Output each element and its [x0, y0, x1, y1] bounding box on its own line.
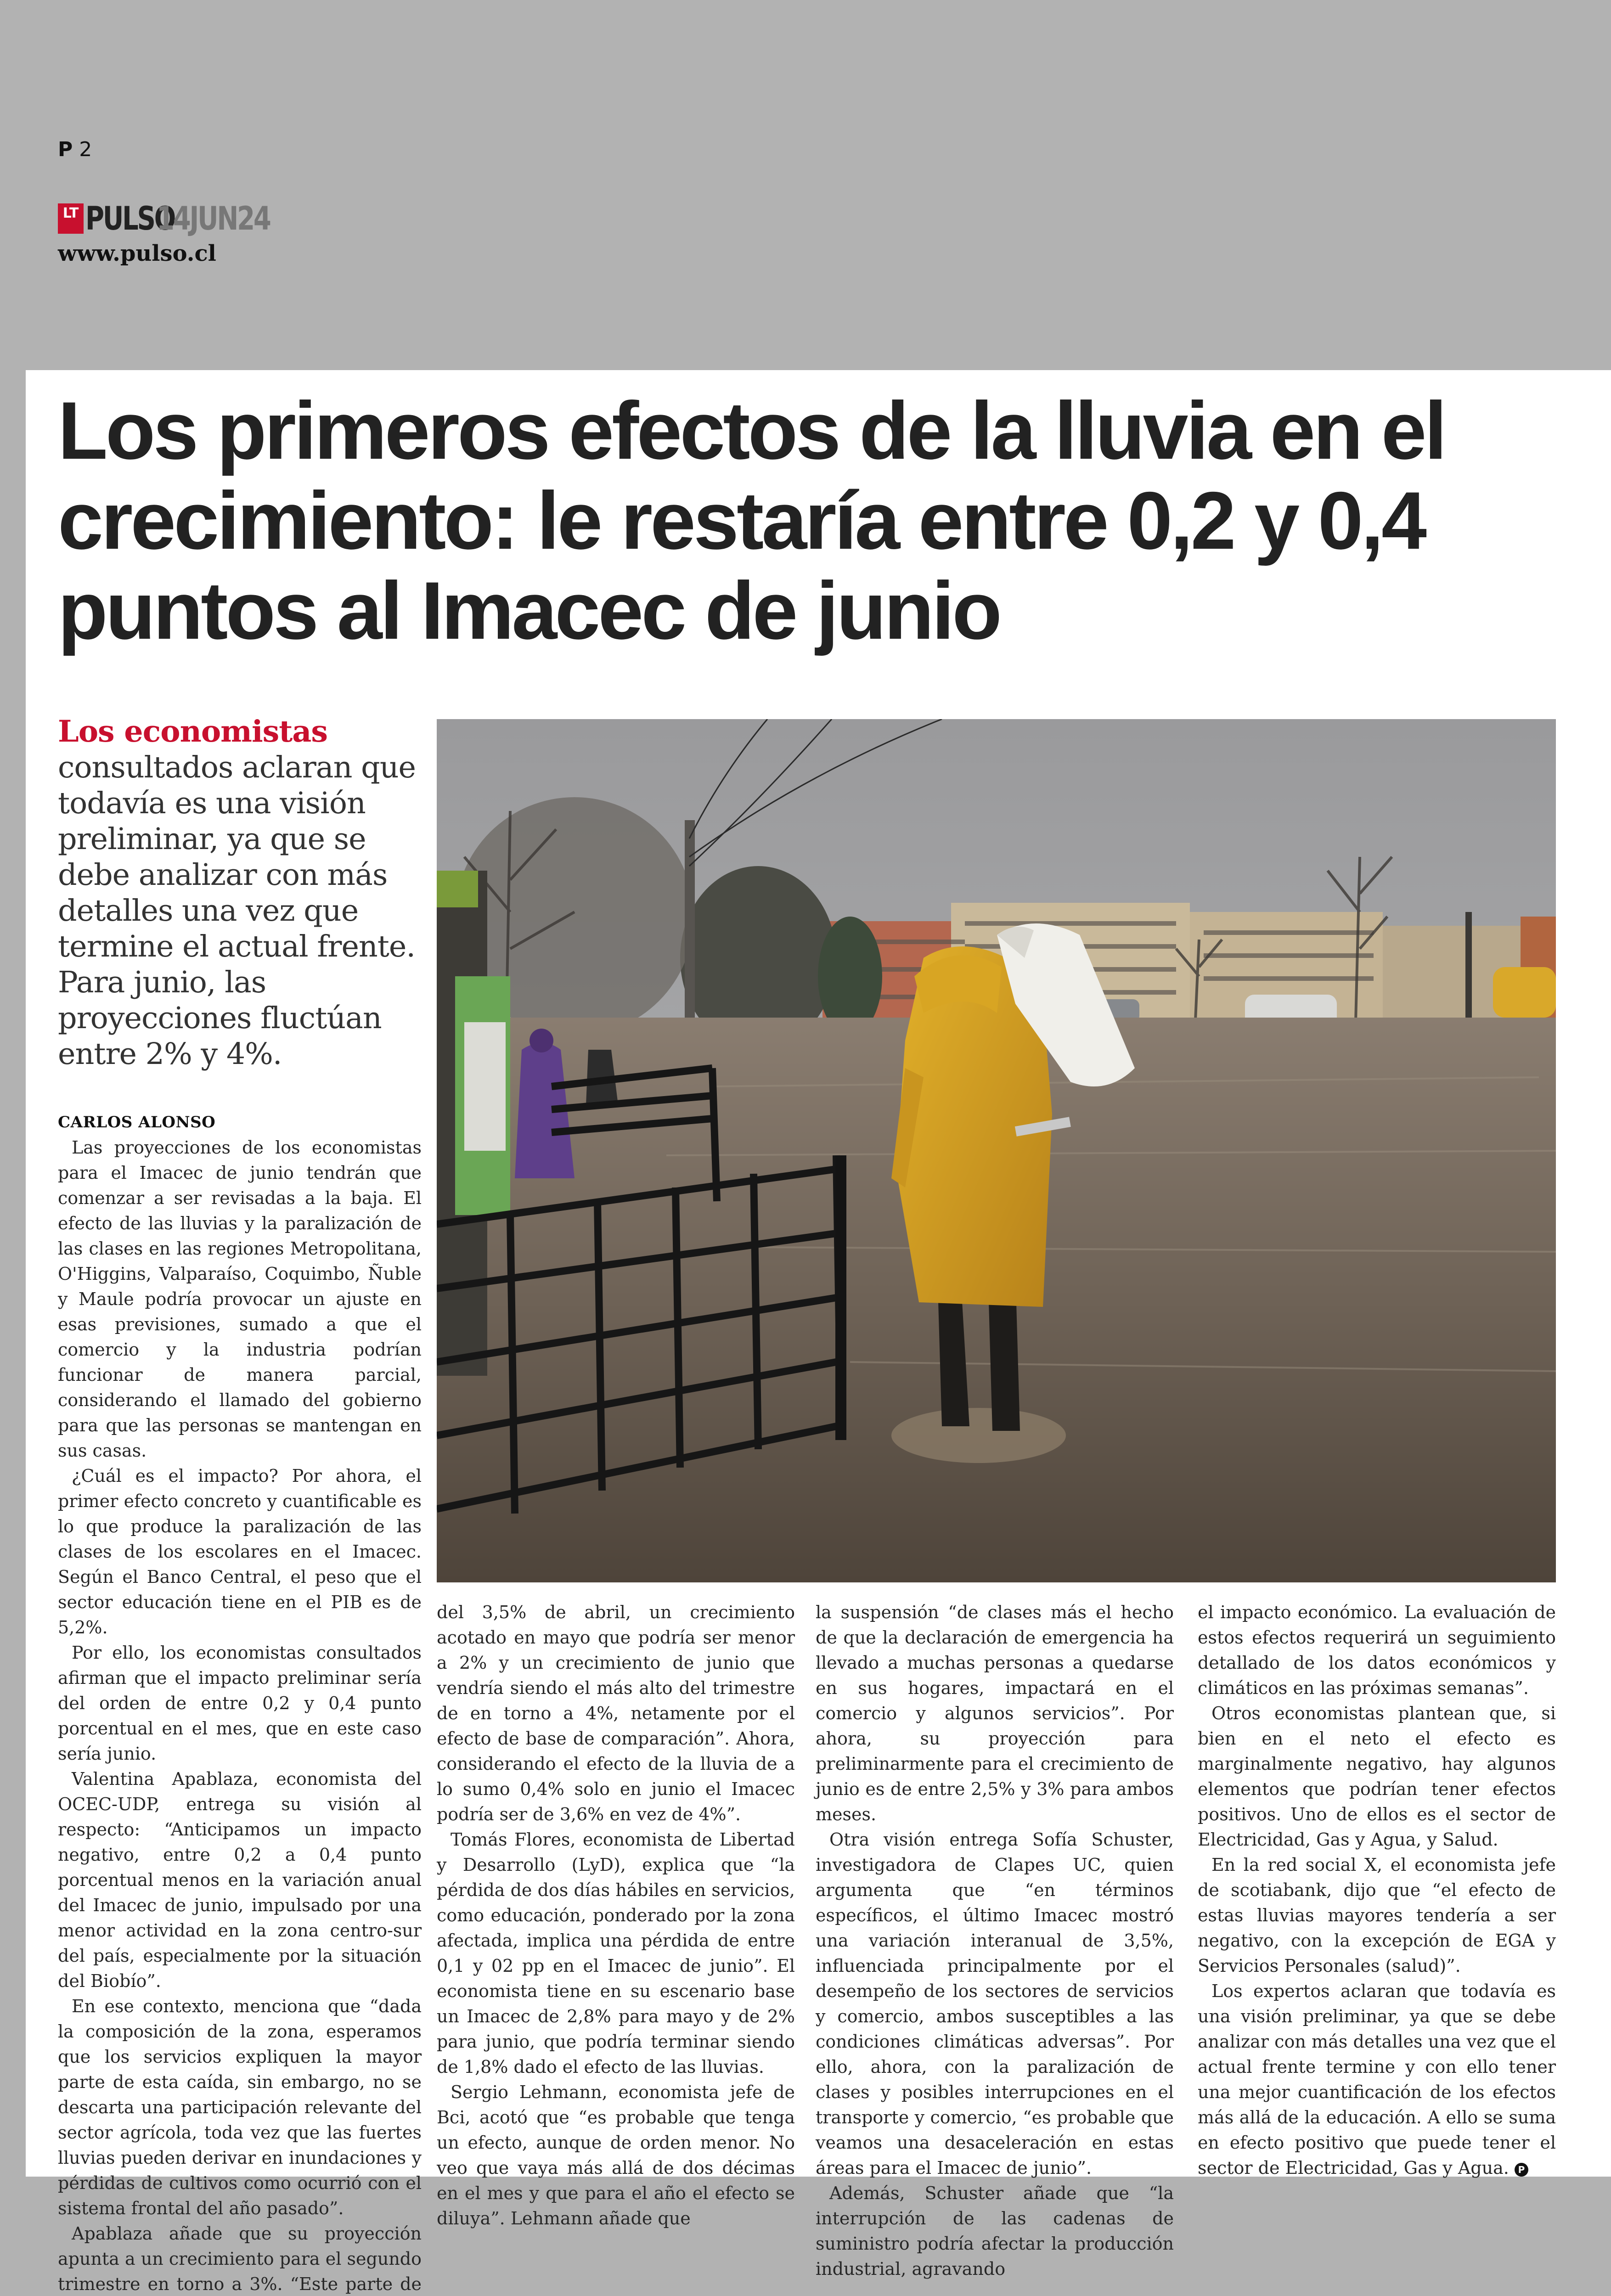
paragraph: Las proyecciones de los economistas para el Imacec de junio tendrán que comenzar a ser revisadas a la baja. El efecto de las lluvias y la paralización de las clases en las regiones Metropolitana, O'Higgins, Valparaíso, Coquimbo, Ñuble y Maule podría provocar un ajuste en esas previsiones, sumado a que el comercio y la industria podrían funcionar de manera parcial, considerando el llamado del gobierno para que las personas se mantengan en sus casas. — [58, 1137, 422, 1461]
flooded-street-photo — [437, 719, 1556, 1582]
paragraph: la suspensión “de clases más el hecho de que la declaración de emergencia ha llevado a muchas personas a quedarse en sus hogares, impactará en el comercio y algunos servicios”. Por ahora, su proyección para preliminarmente para el crecimiento de junio es de entre 2,5% y 3% para ambos meses. — [816, 1602, 1174, 1824]
paragraph: del 3,5% de abril, un crecimiento acotado en mayo que podría ser menor a 2% y un crecimiento de junio que vendría siendo el más alto del trimestre de en torno a 4%, netamente por el efecto de base de comparación”. Ahora, considerando el efecto de la lluvia de a lo sumo 0,4% solo en junio el Imacec podría ser de 3,6% en vez de 4%”. — [437, 1602, 795, 1824]
paragraph: Tomás Flores, economista de Libertad y Desarrollo (LyD), explica que “la pérdida de dos días hábiles en servicios, como educación, ponderado por la zona afectada, implica una pérdida de entre 0,1 y 02 pp en el Imacec de junio”. El economista tiene en su escenario base un Imacec de 2,8% para mayo y de 2% para junio, que podría terminar siendo de 1,8% dado el efecto de las lluvias. — [437, 1829, 795, 2077]
paragraph: Además, Schuster añade que “la interrupción de las cadenas de suministro podría afectar la producción industrial, agravando — [816, 2183, 1174, 2279]
paragraph — [1198, 1979, 1556, 2181]
paragraph: ¿Cuál es el impacto? Por ahora, el primer efecto concreto y cuantificable es lo que produce la paralización de las clases de los escolares en el Imacec. Según el Banco Central, el peso que el sector educación tiene en el PIB es de 5,2%. — [58, 1466, 422, 1638]
paragraph: el impacto económico. La evaluación de estos efectos requerirá un seguimiento detallado de los datos económicos y climáticos en las próximas semanas”. — [1198, 1602, 1556, 1698]
paragraph-text: Los expertos aclaran que todavía es una visión preliminar, ya que se debe analizar con más detalles una vez que el actual frente termine y con ello tener una mejor cuantificación de los efectos más allá de la educación. A ello se suma en efecto positivo que puede tener el sector de Electricidad, Gas y Agua. — [1198, 1981, 1556, 2178]
paragraph: Sergio Lehmann, economista jefe de Bci, acotó que “es probable que tenga un efecto, aunque de orden menor. No veo que vaya más allá de dos décimas en el mes y que para el año el efecto se diluya”. Lehmann añade que — [437, 2082, 795, 2228]
paragraph: En la red social X, el economista jefe de scotiabank, dijo que “el efecto de estas lluvias mayores tendería a ser negativo, con la excepción de EGA y Servicios Personales (salud)”. — [1198, 1855, 1556, 1976]
headline: Los primeros efectos de la lluvia en el crecimiento: le restaría entre 0,2 y 0,4 puntos al Imacec de junio — [58, 385, 1445, 656]
byline: CARLOS ALONSO — [58, 1113, 216, 1131]
article-column-3 — [816, 1600, 1174, 2282]
end-of-article-icon: P — [1515, 2163, 1528, 2177]
lede-text: consultados aclaran que todavía es una visión preliminar, ya que se debe analizar con más detalles una vez que termine el actual frente. Para junio, las proyecciones fluctúan entre 2% y 4%. — [58, 750, 416, 1071]
article-column-4 — [1198, 1600, 1556, 2181]
paragraph: Apablaza añade que su proyección apunta a un crecimiento para el segundo trimestre en torno a 3%. “Este parte de — [58, 2223, 422, 2294]
article-sheet — [26, 370, 1611, 2294]
publication-name: PULSO — [85, 200, 175, 237]
masthead — [58, 199, 298, 238]
paragraph: En ese contexto, menciona que “dada la composición de la zona, esperamos que los servicios expliquen la mayor parte de esta caída, sin embargo, no se descarta una participación relevante del sector agrícola, toda vez que las fuertes lluvias pueden derivar en inundaciones y pérdidas de cultivos como ocurrió con el sistema frontal del año pasado”. — [58, 1996, 422, 2218]
issue-date: 14JUN24 — [156, 200, 270, 237]
lt-logo-icon: LT — [58, 203, 84, 234]
paragraph: Otra visión entrega Sofía Schuster, investigadora de Clapes UC, quien argumenta que “en términos específicos, el último Imacec mostró una variación interanual de 3,5%, influenciada principalmente por el desempeño de los sectores de servicios y comercio, ambos susceptibles a las condiciones climáticas adversas”. Por ello, ahora, con la paralización de clases y posibles interrupciones en el transporte y comercio, “es probable que veamos una desaceleración en estas áreas para el Imacec de junio”. — [816, 1829, 1174, 2178]
article-column-2 — [437, 1600, 795, 2231]
article-column-1 — [58, 1135, 422, 2296]
paragraph: Por ello, los economistas consultados afirman que el impacto preliminar sería del orden de entre 0,2 y 0,4 punto porcentual en el mes, que en este caso sería junio. — [58, 1643, 422, 1764]
lede — [58, 714, 425, 1072]
page-number: P 2 — [58, 138, 92, 161]
site-url[interactable]: www.pulso.cl — [58, 241, 216, 266]
paragraph: Valentina Apablaza, economista del OCEC-UDP, entrega su visión al respecto: “Anticipamos un impacto negativo, entre 0,2 a 0,4 punto porcentual menos en la variación anual del Imacec de junio, impulsado por una menor actividad en la zona centro-sur del país, especialmente por la situación del Biobío”. — [58, 1769, 422, 1991]
paragraph: Otros economistas plantean que, si bien en el neto el efecto es marginalmente negativo, hay algunos elementos que podrían tener efectos positivos. Uno de ellos es el sector de Electricidad, Gas y Agua, y Salud. — [1198, 1703, 1556, 1850]
lede-lead: Los economistas — [58, 714, 327, 749]
